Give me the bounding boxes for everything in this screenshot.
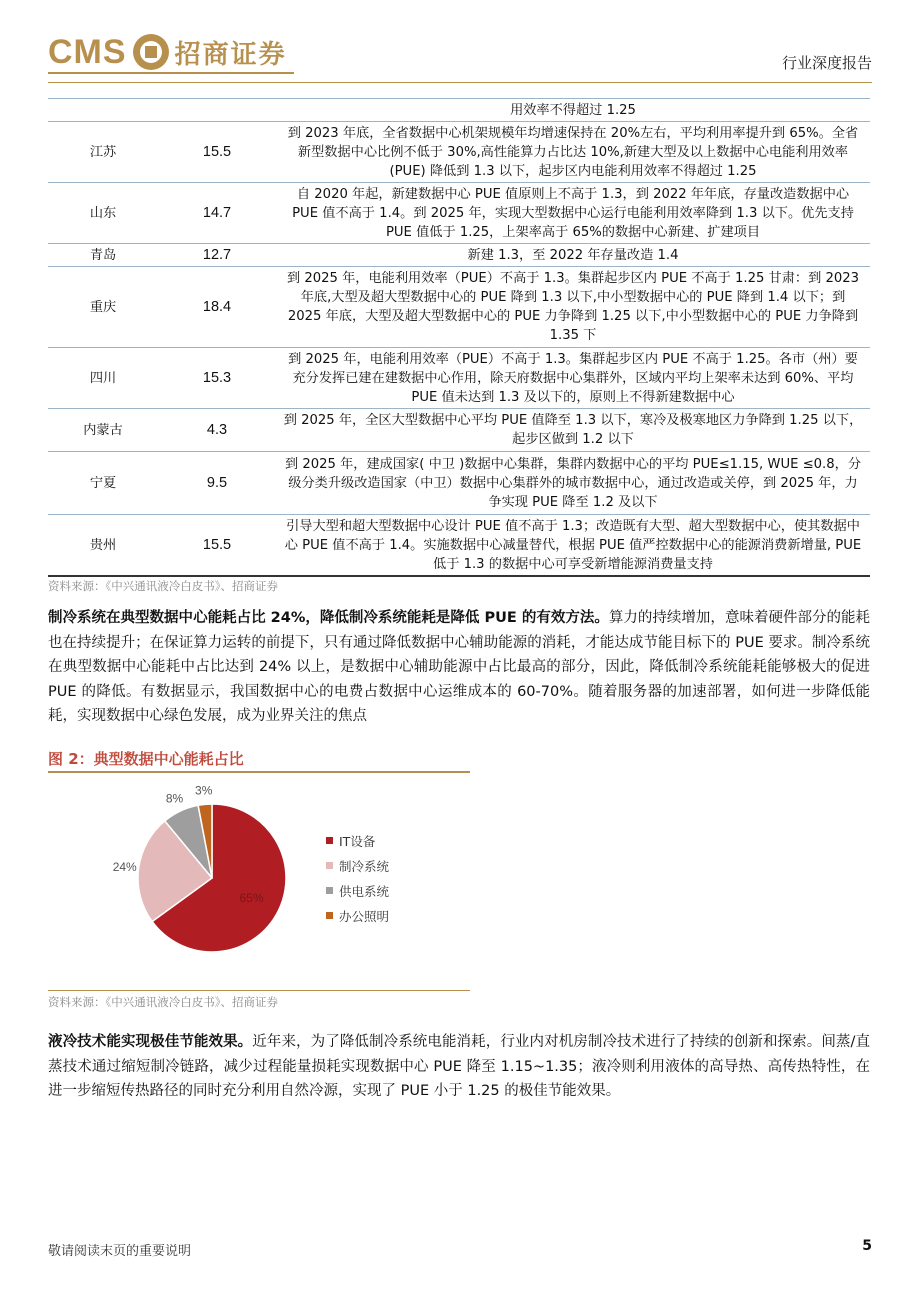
figure-title-rule — [48, 771, 470, 773]
legend-swatch — [326, 862, 333, 869]
region-cell: 山东 — [89, 205, 117, 221]
paragraph-liquid-cooling — [48, 1030, 870, 1104]
value-cell: 9.5 — [206, 474, 228, 491]
legend-swatch — [326, 912, 333, 919]
legend-item — [326, 853, 389, 878]
legend-item — [326, 828, 389, 853]
header-divider — [48, 82, 872, 83]
policy-cell: 用效率不得超过 1.25 — [510, 102, 636, 118]
value-cell: 18.4 — [202, 298, 232, 315]
logo-underline — [48, 72, 294, 74]
table-row — [48, 452, 870, 515]
figure-source: 资料来源：《中兴通讯液冷白皮书》、招商证券 — [48, 995, 278, 1009]
paragraph-body: 近年来，为了降低制冷系统电能消耗，行业内对机房制冷技术进行了持续的创新和探索。间蒸/直蒸技术通过缩短制冷链路，减少过程能量损耗实现数据中心 PUE 降至 1.15~1.35；液冷则利用液体的高导热、高传热特性，在进一步缩短传热路径的同时充分利用自然冷源，实现了 PUE 小于 1.25 的极佳节能效果。 — [48, 1034, 870, 1099]
policy-cell: 引导大型和超大型数据中心设计 PUE 值不高于 1.3；改造既有大型、超大型数据中心，使其数据中心 PUE 值不高于 1.4。实施数据中心减量替代，根据 PUE 值严控数据中心的能源消费新增量, PUE 低于 1.3 的数据中心可享受新增能源消费量支持 — [284, 518, 862, 572]
table-row — [48, 122, 870, 183]
value-cell: 14.7 — [202, 204, 232, 221]
policy-table — [48, 98, 870, 596]
legend-swatch — [326, 887, 333, 894]
logo-emblem-icon — [133, 34, 169, 70]
pie-data-label: 8% — [165, 791, 184, 806]
figure-title: 图 2：典型数据中心能耗占比 — [48, 750, 244, 768]
pie-data-label: 24% — [112, 859, 137, 874]
region-cell: 青岛 — [89, 247, 117, 263]
page-number: 5 — [862, 1238, 872, 1254]
region-cell: 江苏 — [89, 144, 117, 160]
value-cell: 15.5 — [202, 143, 232, 160]
table-row — [48, 348, 870, 409]
policy-cell: 到 2025 年，全区大型数据中心平均 PUE 值降至 1.3 以下，寒冷及极寒地区力争降到 1.25 以下，起步区做到 1.2 以下 — [283, 413, 863, 447]
legend-label: IT设备 — [339, 833, 376, 849]
value-cell: 15.5 — [202, 536, 232, 553]
table-row — [48, 183, 870, 244]
policy-cell: 到 2023 年底，全省数据中心机架规模年均增速保持在 20%左右，平均利用率提升到 65%。全省新型数据中心比例不低于 30%,高性能算力占比达 10%,新建大型及以上数据中心电能利用效率 (PUE) 降低到 1.3 以下，起步区内电能利用效率不得超过 1.25 — [287, 125, 859, 179]
policy-cell: 新建 1.3，至 2022 年存量改造 1.4 — [467, 247, 679, 263]
table-row — [48, 409, 870, 452]
legend-item — [326, 903, 389, 928]
region-cell: 重庆 — [89, 299, 117, 315]
footer-disclaimer: 敬请阅读末页的重要说明 — [48, 1244, 192, 1259]
table-source: 资料来源：《中兴通讯液冷白皮书》、招商证券 — [48, 579, 278, 593]
paragraph-lead: 制冷系统在典型数据中心能耗占比 24%，降低制冷系统能耗是降低 PUE 的有效方法。 — [48, 610, 609, 626]
value-cell: 15.3 — [202, 369, 232, 386]
value-cell: 12.7 — [202, 246, 232, 263]
value-cell: 4.3 — [206, 421, 228, 438]
policy-cell: 自 2020 年起，新建数据中心 PUE 值原则上不高于 1.3，到 2022 年年底，存量改造数据中心 PUE 值不高于 1.4。到 2025 年，实现大型数据中心运行电能利用效率降到 1.3 以下。优先支持 PUE 值低于 1.25，上架率高于 65%的数据中心新建、扩建项目 — [292, 186, 854, 240]
report-type: 行业深度报告 — [781, 54, 872, 72]
region-cell: 四川 — [89, 370, 117, 386]
legend-label: 制冷系统 — [339, 858, 390, 874]
legend-label: 办公照明 — [339, 908, 390, 924]
paragraph-lead: 液冷技术能实现极佳节能效果。 — [48, 1034, 253, 1050]
region-cell: 内蒙古 — [83, 422, 123, 438]
policy-cell: 到 2025 年，电能利用效率（PUE）不高于 1.3。集群起步区内 PUE 不高于 1.25。各市（州）要充分发挥已建在建数据中心作用，除天府数据中心集群外，区域内平均上架率未达到 60%、平均 PUE 值未达到 1.3 及以下的，原则上不得新建数据中心 — [288, 351, 858, 405]
paragraph-cooling-energy — [48, 606, 870, 729]
policy-cell: 到 2025 年，电能利用效率（PUE）不高于 1.3。集群起步区内 PUE 不高于 1.25 甘肃：到 2023 年底,大型及超大型数据中心的 PUE 降到 1.3 以下,中小型数据中心的 PUE 降到 1.4 以下；到 2025 年底，大型及超大型数据中心的 PUE 力争降到 1.25 以下,中小型数据中心的 PUE 力争降到 1.35 下 — [286, 271, 860, 343]
legend-swatch — [326, 837, 333, 844]
pie-data-label: 3% — [195, 783, 213, 798]
table-row — [48, 267, 870, 348]
legend-label: 供电系统 — [339, 883, 390, 899]
pie-data-label: 65% — [239, 891, 264, 906]
table-row — [48, 515, 870, 577]
region-cell: 贵州 — [89, 537, 117, 553]
chart-legend — [326, 828, 389, 928]
cms-logo — [48, 32, 287, 72]
paragraph-body: 算力的持续增加，意味着硬件部分的能耗也在持续提升；在保证算力运转的前提下，只有通过降低数据中心辅助能源的消耗，才能达成节能目标下的 PUE 要求。制冷系统在典型数据中心能耗中占比达到 24% 以上，是数据中心辅助能源中占比最高的部分，因此，降低制冷系统能耗能够极大的促进 PUE 的降低。有数据显示，我国数据中心的电费占数据中心运维成本的 60-70%。随着服务器的加速部署，如何进一步降低能耗，实现数据中心绿色发展，成为业界关注的焦点 — [48, 610, 870, 724]
table-row — [48, 244, 870, 267]
table-row — [48, 98, 870, 122]
pie-chart — [112, 778, 310, 958]
figure-bottom-rule — [48, 990, 470, 991]
policy-cell: 到 2025 年，建成国家( 中卫 )数据中心集群，集群内数据中心的平均 PUE≤1.15, WUE ≤0.8，分级分类升级改造国家（中卫）数据中心集群外的城市数据中心，通过改造或关停，到 2025 年，力争实现 PUE 降至 1.2 及以下 — [284, 456, 862, 510]
legend-item — [326, 878, 389, 903]
region-cell: 宁夏 — [89, 475, 117, 491]
logo-chinese-name: 招商证券 — [174, 39, 287, 70]
logo-text: CMS — [48, 32, 127, 71]
